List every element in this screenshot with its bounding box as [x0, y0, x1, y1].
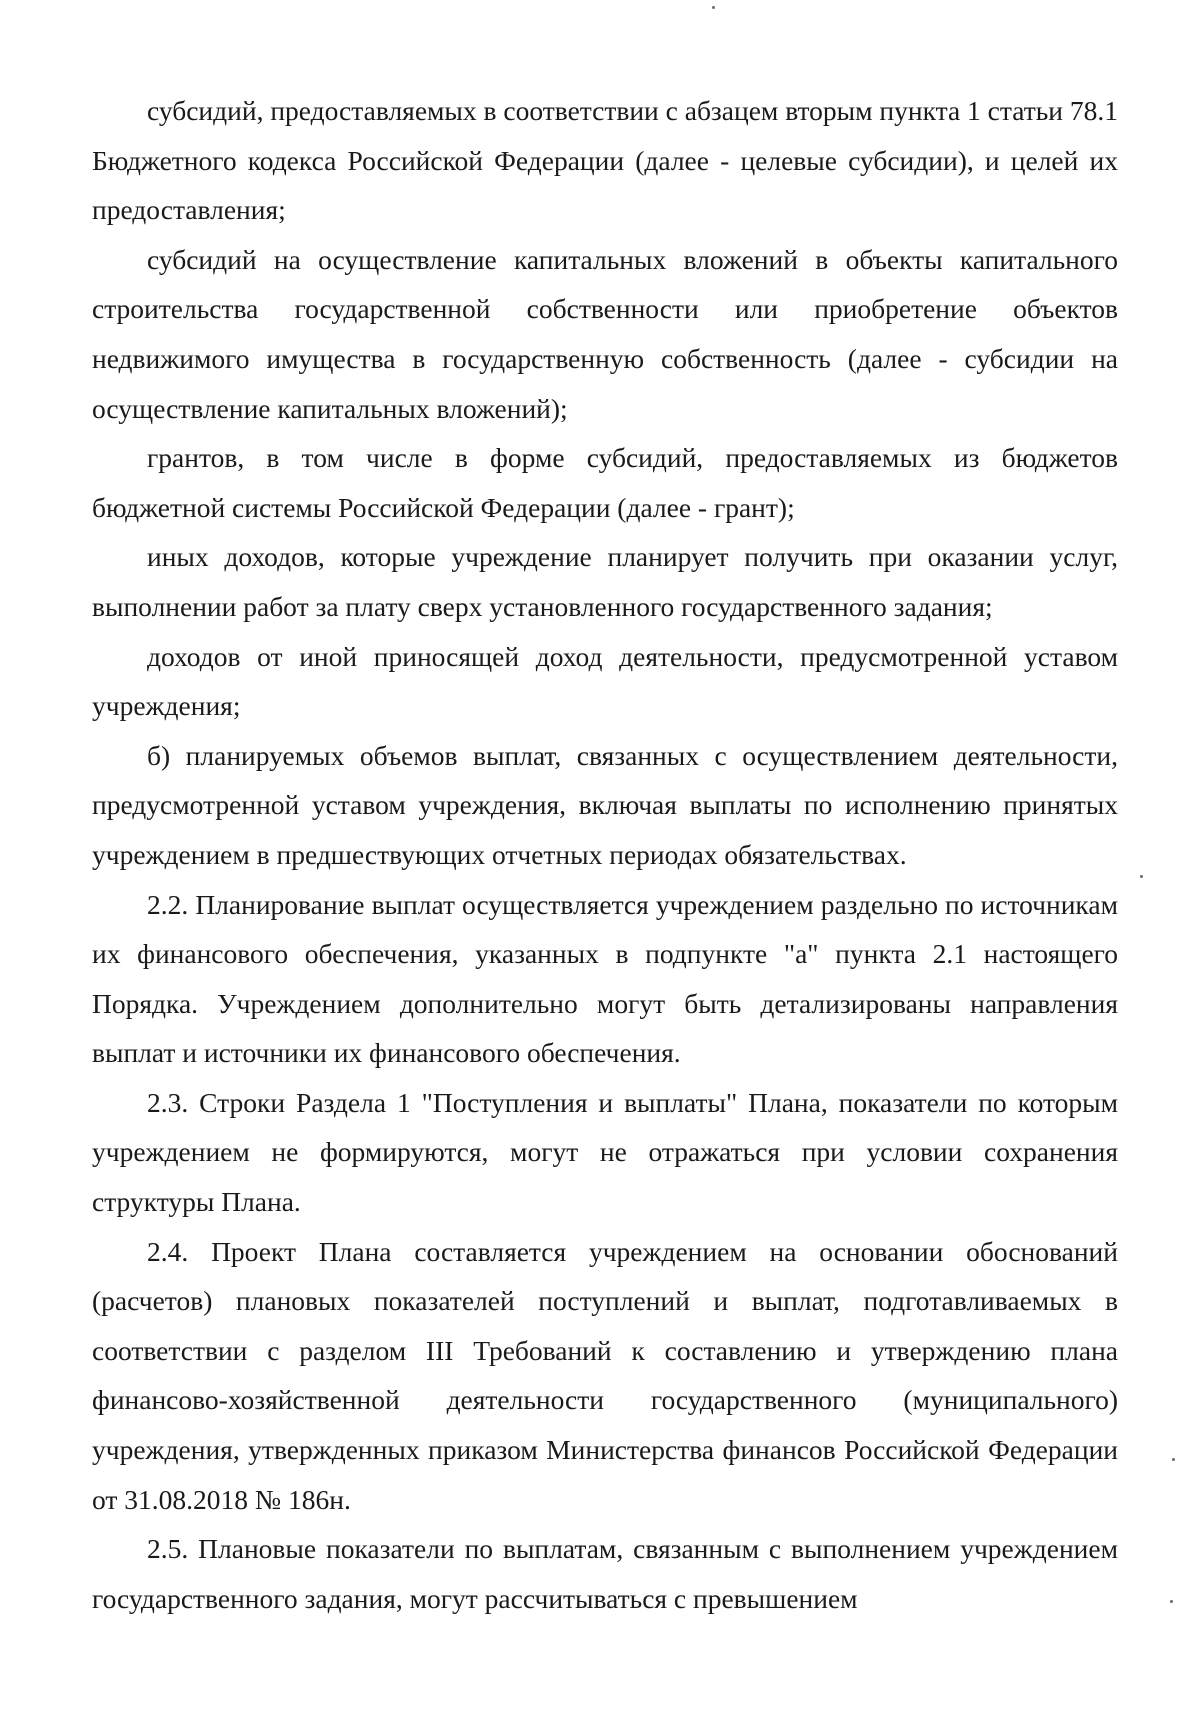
paragraph-2-2: 2.2. Планирование выплат осуществляется учреждением раздельно по источникам их финансового обеспечения, указанных в подпункте "а" пункта 2.1 настоящего Порядка. Учреждением дополнительно могут быть детализированы направления выплат и источники их финансового обеспечения. — [92, 888, 1118, 1069]
paragraph-2-4: 2.4. Проект Плана составляется учреждением на основании обоснований (расчетов) плановых показателей поступлений и выплат, подготавливаемых в соответствии с разделом III Требований к составлению и утверждению плана финансово-хозяйственной деятельности государственного (муниципального) учреждения, утвержденных приказом Министерства финансов Российской Федерации от 31.08.2018 № 186н. — [92, 1235, 1118, 1515]
paragraph-grants: грантов, в том числе в форме субсидий, предоставляемых из бюджетов бюджетной системы Российской Федерации (далее - грант); — [92, 442, 1118, 523]
document-body — [92, 86, 1118, 1623]
paragraph-2-5: 2.5. Плановые показатели по выплатам, связанным с выполнением учреждением государственного задания, могут рассчитываться с превышением — [92, 1533, 1118, 1614]
scan-speck — [1170, 1600, 1173, 1603]
scan-speck — [712, 6, 715, 9]
scan-speck — [1140, 875, 1143, 878]
paragraph-capital-investment-subsidies: субсидий на осуществление капитальных вложений в объекты капитального строительства государственной собственности или приобретение объектов недвижимого имущества в государственную собственность (далее - субсидии на осуществление капитальных вложений); — [92, 243, 1118, 424]
scan-speck — [1172, 1458, 1175, 1461]
paragraph-2-3: 2.3. Строки Раздела 1 "Поступления и выплаты" Плана, показатели по которым учреждением не формируются, могут не отражаться при условии сохранения структуры Плана. — [92, 1086, 1118, 1218]
paragraph-other-income: иных доходов, которые учреждение планирует получить при оказании услуг, выполнении работ за плату сверх установленного государственного задания; — [92, 541, 1118, 622]
paragraph-planned-payments: б) планируемых объемов выплат, связанных с осуществлением деятельности, предусмотренной уставом учреждения, включая выплаты по исполнению принятых учреждением в предшествующих отчетных периодах обязательствах. — [92, 739, 1118, 870]
paragraph-target-subsidies: субсидий, предоставляемых в соответствии с абзацем вторым пункта 1 статьи 78.1 Бюджетного кодекса Российской Федерации (далее - целевые субсидии), и целей их предоставления; — [92, 95, 1118, 226]
paragraph-income-from-activity: доходов от иной приносящей доход деятельности, предусмотренной уставом учреждения; — [92, 640, 1118, 722]
